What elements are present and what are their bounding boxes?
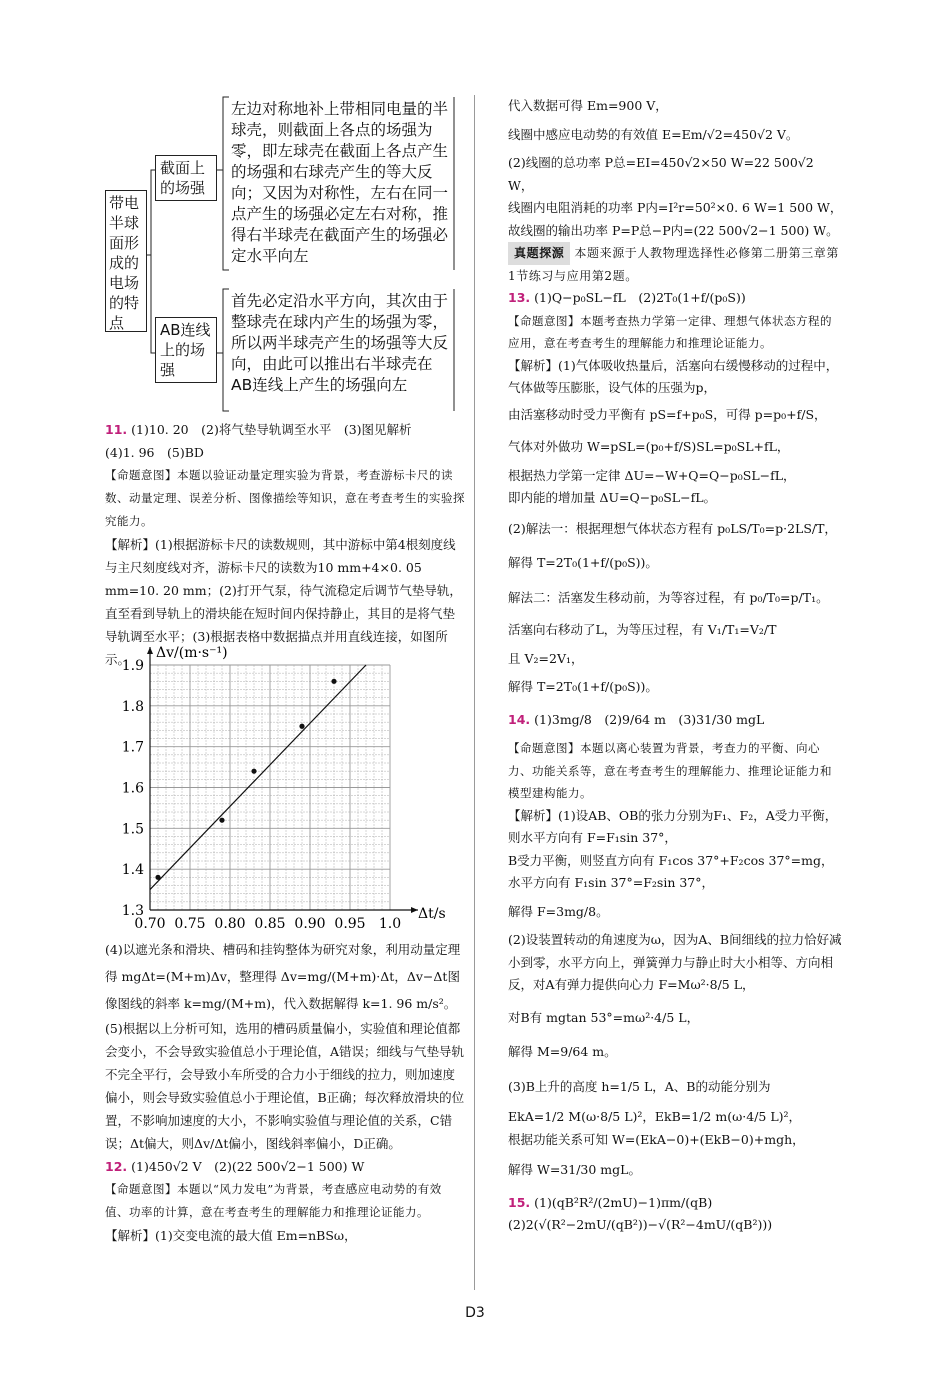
q11-analysis-3: (5)根据以上分析可知，选用的槽码质量偏小，实验值和理论值都会变小，不会导致实验值总小于理论值，A错误；细线与气垫导轨不完全平行，会导致小车所受的合力小于细线的拉力，则加速度偏小，则会导致实验值总小于理论值，B正确；每次释放滑块的位置，不影响加速度的大小，不影响实验值与理论值的关系，C错误；Δt偏大，则Δv/Δt偏小，图线斜率偏小，D正确。 bbox=[105, 1021, 465, 1151]
q13-answer: 13. (1)Q−p₀SL−fL (2)2T₀(1+f/(p₀S)) bbox=[508, 290, 746, 305]
q13-a1: 【解析】(1)气体吸收热量后，活塞向右缓慢移动的过程中，气体做等压膨胀，设气体的压强为p， bbox=[508, 357, 839, 395]
r-line-3: (2)线圈的总功率 P总=EI=450√2×50 W=22 500√2 W， bbox=[508, 155, 814, 193]
diagram-branch1: 截面上的场强 bbox=[155, 155, 217, 201]
data-point bbox=[251, 769, 256, 774]
q14-a7: 解得 M=9/64 m。 bbox=[508, 1044, 617, 1059]
q14-a10: 根据功能关系可知 W=(EkA−0)+(EkB−0)+mgh， bbox=[508, 1131, 805, 1147]
source-note: 真题探源 本题来源于人教物理选择性必修第二册第三章第1节练习与应用第2题。 bbox=[508, 242, 843, 287]
q14-intent: 【命题意图】本题以离心装置为背景，考查力的平衡、向心力、功能关系等，意在考查考生的理解能力、推理论证能力和模型建构能力。 bbox=[508, 741, 832, 800]
x-tick-label: 1.0 bbox=[378, 916, 402, 932]
q14-a11: 解得 W=31/30 mgL。 bbox=[508, 1162, 641, 1177]
q14-a2: B受力平衡，则竖直方向有 F₁cos 37°+F₂cos 37°=mg， bbox=[508, 852, 834, 868]
r-line-1: 代入数据可得 Em=900 V， bbox=[508, 98, 668, 113]
q13-a8: 解法二：活塞发生移动前，为等容过程，有 p₀/T₀=p/T₁。 bbox=[508, 589, 829, 605]
q14-a6: 对B有 mgtan 53°=mω²·4/5 L， bbox=[508, 1009, 700, 1025]
page-number: D3 bbox=[465, 1305, 485, 1321]
source-badge: 真题探源 bbox=[508, 242, 570, 265]
q11-analysis-2: (4)以遮光条和滑块、槽码和挂钩整体为研究对象，利用动量定理得 mgΔt=(M+m)Δv，整理得 Δv=mg/(M+m)·Δt，Δv−Δt图像图线的斜率 k=mg/(M+m)，代入数据解得 k=1. 96 m/s²。 bbox=[105, 942, 461, 1011]
q12-analysis: 【解析】(1)交变电流的最大值 Em=nBSω， bbox=[105, 1228, 357, 1243]
diagram-branch2: AB连线上的场强 bbox=[155, 317, 217, 383]
q11-answer-2: (4)1. 96 (5)BD bbox=[105, 445, 204, 460]
data-point bbox=[331, 679, 336, 684]
column-divider bbox=[474, 95, 475, 1290]
q13-a9: 活塞向右移动了L，为等压过程，有 V₁/T₁=V₂/T bbox=[508, 622, 777, 637]
q11-intent: 【命题意图】本题以验证动量定理实验为背景，考查游标卡尺的读数、动量定理、误差分析、图像描绘等知识，意在考查考生的实验探究能力。 bbox=[105, 468, 465, 528]
y-tick-label: 1.8 bbox=[121, 698, 144, 715]
dv-dt-chart bbox=[118, 640, 458, 935]
x-tick-label: 0.70 bbox=[134, 916, 166, 932]
q13-intent: 【命题意图】本题考查热力学第一定律、理想气体状态方程的应用，意在考查考生的理解能力和推理论证能力。 bbox=[508, 313, 832, 350]
right-column bbox=[508, 95, 843, 1237]
r-line-2: 线圈中感应电动势的有效值 E=Em/√2=450√2 V。 bbox=[508, 126, 799, 142]
y-tick-label: 1.3 bbox=[121, 903, 144, 919]
x-axis-arrow bbox=[411, 907, 418, 913]
data-point bbox=[299, 724, 304, 729]
diagram-branch2-text: 首先必定沿水平方向，其次由于整球壳在球内产生的场强为零，所以两半球壳产生的场强等大反向，由此可以推出右半球壳在AB连线上产生的场强向左 bbox=[231, 292, 449, 394]
x-tick-label: 0.95 bbox=[334, 916, 366, 932]
y-axis-arrow bbox=[147, 647, 153, 654]
q14-a3: 水平方向有 F₁sin 37°=F₂sin 37°， bbox=[508, 875, 715, 890]
y-tick-label: 1.5 bbox=[121, 821, 144, 838]
q14-a8: (3)B上升的高度 h=1/5 L，A、B的动能分别为 bbox=[508, 1078, 771, 1094]
left-column bbox=[105, 418, 465, 671]
x-tick-label: 0.85 bbox=[254, 916, 286, 932]
q14-a1: 【解析】(1)设AB、OB的张力分别为F₁、F₂，A受力平衡，则水平方向有 F=F₁sin 37°， bbox=[508, 807, 838, 845]
q11-analysis-1: 【解析】(1)根据游标卡尺的读数规则，其中游标中第4根刻度线与主尺刻度线对齐，游标卡尺的读数为10 mm+4×0. 05 mm=10. 20 mm；(2)打开气泵，待气流稳定后调节气垫导轨，直至看到导轨上的滑块能在短时间内保持静止，其目的是将气垫导轨调至水平；(3)根据表格中数据描点并用直线连接，如图所示。 bbox=[105, 537, 462, 667]
q12-answer: 12. (1)450√2 V (2)(22 500√2−1 500) W bbox=[105, 1159, 365, 1174]
data-point bbox=[155, 875, 160, 880]
q13-a11: 解得 T=2T₀(1+f/(p₀S))。 bbox=[508, 679, 658, 694]
concept-diagram bbox=[105, 95, 455, 413]
q13-a7: 解得 T=2T₀(1+f/(p₀S))。 bbox=[508, 555, 658, 570]
q13-a4: 根据热力学第一定律 ΔU=−W+Q=Q−p₀SL−fL， bbox=[508, 467, 796, 483]
q14-a4: 解得 F=3mg/8。 bbox=[508, 903, 609, 919]
q12-intent: 【命题意图】本题以“风力发电”为背景，考查感应电动势的有效值、功率的计算，意在考查考生的理解能力和推理论证能力。 bbox=[105, 1182, 442, 1219]
data-point bbox=[219, 818, 224, 823]
left-column-lower bbox=[105, 936, 465, 1247]
q14-a9: EkA=1/2 M(ω·8/5 L)²，EkB=1/2 m(ω·4/5 L)²， bbox=[508, 1109, 802, 1124]
fit-line bbox=[150, 665, 366, 890]
y-tick-label: 1.6 bbox=[121, 780, 144, 797]
y-tick-label: 1.7 bbox=[121, 739, 144, 756]
r-line-4: 线圈内电阻消耗的功率 P内=I²r=50²×0. 6 W=1 500 W， bbox=[508, 200, 843, 215]
x-tick-label: 0.80 bbox=[214, 916, 246, 932]
q13-a10: 且 V₂=2V₁， bbox=[508, 650, 584, 666]
q13-a3: 气体对外做功 W=pSL=(p₀+f/S)SL=p₀SL+fL， bbox=[508, 439, 790, 454]
diagram-branch1-text: 左边对称地补上带相同电量的半球壳，则截面上各点的场强为零，即左球壳在截面上各点产生的场强和右球壳产生的等大反向；又因为对称性，左右在同一点产生的场强必定左右对称，推得右半球壳在截面产生的场强必定水平向左 bbox=[231, 100, 449, 265]
y-tick-label: 1.4 bbox=[121, 862, 144, 879]
diagram-root: 带电半球面形成的电场的特点 bbox=[105, 190, 147, 332]
q13-a6: (2)解法一：根据理想气体状态方程有 p₀LS/T₀=p·2LS/T， bbox=[508, 520, 837, 536]
y-tick-label: 1.9 bbox=[121, 658, 144, 674]
x-tick-label: 0.75 bbox=[174, 916, 206, 932]
y-axis-label: Δv/(m·s⁻¹) bbox=[156, 645, 228, 661]
q13-a5: 即内能的增加量 ΔU=Q−p₀SL−fL。 bbox=[508, 490, 717, 505]
q14-answer: 14. (1)3mg/8 (2)9/64 m (3)31/30 mgL bbox=[508, 711, 765, 727]
x-axis-label: Δt/s bbox=[418, 906, 446, 922]
q13-a2: 由活塞移动时受力平衡有 pS=f+p₀S，可得 p=p₀+f/S， bbox=[508, 406, 827, 422]
q15-answer: 15. (1)(qB²R²/(2mU)−1)πm/(qB) (2)2(√(R²−2mU/(qB²))−√(R²−4mU/(qB²))) bbox=[508, 1194, 773, 1232]
q11-answer: 11. (1)10. 20 (2)将气垫导轨调至水平 (3)图见解析 bbox=[105, 422, 412, 437]
x-tick-label: 0.90 bbox=[294, 916, 326, 932]
q14-a5: (2)设装置转动的角速度为ω，因为A、B间细线的拉力恰好减小到零，水平方向上，弹簧弹力与静止时大小相等、方向相反，对A有弹力提供向心力 F=Mω²·8/5 L， bbox=[508, 932, 842, 992]
r-line-5: 故线圈的输出功率 P=P总−P内=(22 500√2−1 500) W。 bbox=[508, 222, 839, 238]
